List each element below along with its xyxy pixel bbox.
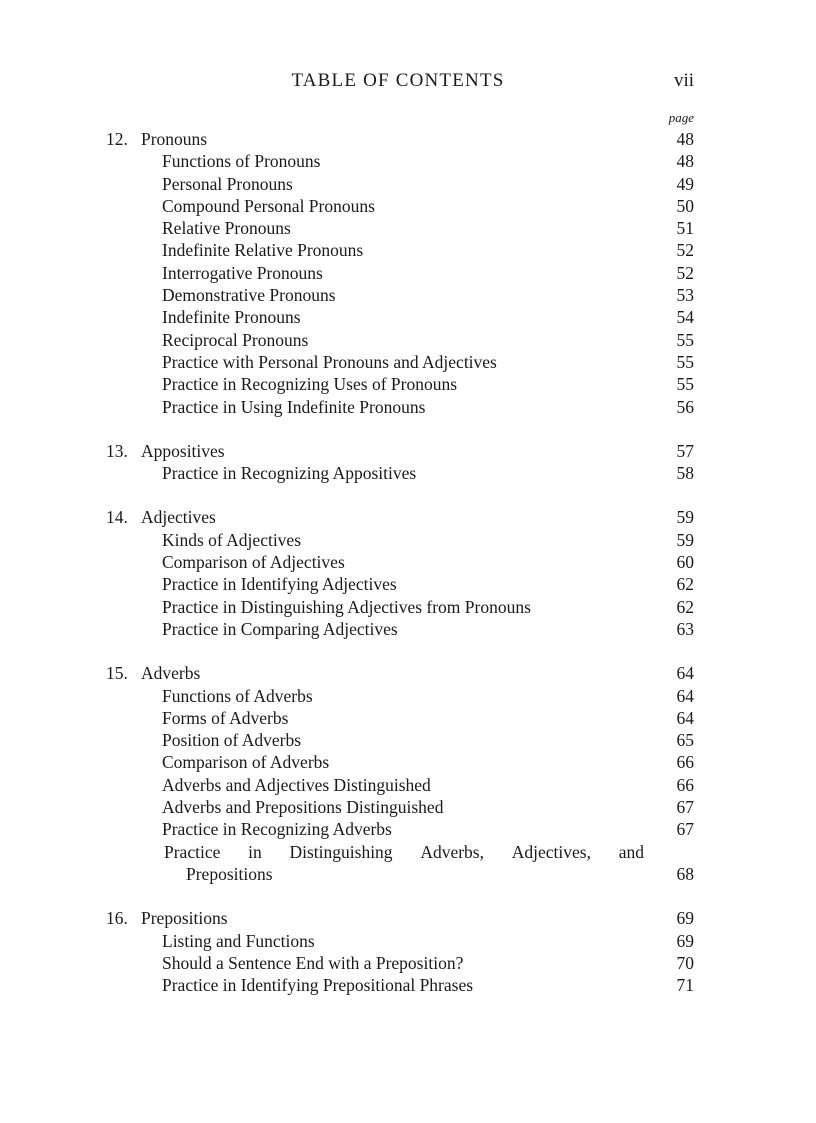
chapter-title: Adverbs xyxy=(141,663,201,684)
entry-word: and xyxy=(618,841,644,862)
toc-chapter-entry[interactable] xyxy=(0,128,816,150)
toc-entry[interactable] xyxy=(0,396,816,418)
page-ref: 67 xyxy=(676,819,694,840)
toc-entry[interactable] xyxy=(0,930,816,952)
entry-label: Functions of Adverbs xyxy=(162,685,313,706)
entry-label: Adverbs and Adjectives Distinguished xyxy=(162,774,431,795)
page-ref: 59 xyxy=(676,529,694,550)
page-number: vii xyxy=(673,70,694,91)
toc-entry[interactable] xyxy=(0,195,816,217)
toc-entry[interactable] xyxy=(0,284,816,306)
entry-label: Position of Adverbs xyxy=(162,730,302,751)
page-ref: 65 xyxy=(676,730,694,751)
toc-entry[interactable] xyxy=(0,551,816,573)
chapter-number: 14. xyxy=(106,507,128,528)
page-header xyxy=(0,70,816,96)
toc-entry[interactable] xyxy=(0,150,816,172)
toc-entry[interactable] xyxy=(0,329,816,351)
entry-label: Comparison of Adjectives xyxy=(162,552,345,573)
entry-label: Compound Personal Pronouns xyxy=(162,195,375,216)
entry-label: Reciprocal Pronouns xyxy=(162,329,309,350)
page-ref: 49 xyxy=(676,173,694,194)
page-ref: 67 xyxy=(676,797,694,818)
page-ref: 55 xyxy=(676,351,694,372)
toc-entry[interactable] xyxy=(0,774,816,796)
page-ref: 64 xyxy=(676,707,694,728)
toc-chapter-entry[interactable] xyxy=(0,907,816,929)
chapter-title: Prepositions xyxy=(141,908,228,929)
page-ref: 52 xyxy=(676,262,694,283)
entry-label: Comparison of Adverbs xyxy=(162,752,330,773)
entry-word: in xyxy=(248,841,262,862)
chapter-title: Pronouns xyxy=(141,129,208,149)
toc-entry[interactable] xyxy=(0,306,816,328)
entry-label: Listing and Functions xyxy=(162,930,315,951)
page-ref: 66 xyxy=(676,774,694,795)
toc-entry[interactable] xyxy=(0,818,816,840)
page-ref: 50 xyxy=(676,195,694,216)
toc-section xyxy=(0,907,816,996)
chapter-number: 16. xyxy=(106,908,128,929)
toc-chapter-entry[interactable] xyxy=(0,506,816,528)
page-ref: 66 xyxy=(676,752,694,773)
chapter-title: Appositives xyxy=(141,440,225,461)
entry-label: Personal Pronouns xyxy=(162,173,293,194)
entry-label: Kinds of Adjectives xyxy=(162,529,302,550)
page-ref: 48 xyxy=(676,129,694,149)
toc-entry[interactable] xyxy=(0,707,816,729)
toc-section xyxy=(0,662,816,885)
entry-label: Practice in Recognizing Uses of Pronouns xyxy=(162,374,458,395)
toc-entry[interactable] xyxy=(0,173,816,195)
wrapped-entry-text xyxy=(164,841,644,863)
entry-label: Functions of Pronouns xyxy=(162,151,321,172)
toc-section xyxy=(0,506,816,640)
toc-entry[interactable] xyxy=(0,796,816,818)
toc-entry-wrapped-line1[interactable] xyxy=(0,841,816,863)
toc-entry[interactable] xyxy=(0,239,816,261)
entry-label: Interrogative Pronouns xyxy=(162,262,323,283)
entry-label: Forms of Adverbs xyxy=(162,707,289,728)
toc-entry[interactable] xyxy=(0,685,816,707)
chapter-title: Adjectives xyxy=(141,507,216,528)
toc-entry[interactable] xyxy=(0,751,816,773)
toc-entry[interactable] xyxy=(0,529,816,551)
page-ref: 62 xyxy=(676,596,694,617)
page-ref: 51 xyxy=(676,218,694,239)
toc-section xyxy=(0,128,816,418)
toc-section xyxy=(0,440,816,485)
toc-entry[interactable] xyxy=(0,729,816,751)
entry-label: Practice in Distinguishing Adjectives from Pronouns xyxy=(162,596,531,617)
toc-chapter-entry[interactable] xyxy=(0,662,816,684)
page-ref: 60 xyxy=(676,552,694,573)
toc-entry-wrapped-line2[interactable] xyxy=(0,863,816,885)
entry-label: Indefinite Pronouns xyxy=(162,307,301,328)
chapter-number: 12. xyxy=(106,129,128,149)
entry-word: Adverbs, xyxy=(420,841,484,862)
toc-entry[interactable] xyxy=(0,596,816,618)
page-ref: 54 xyxy=(676,307,694,328)
entry-label: Practice in Using Indefinite Pronouns xyxy=(162,396,426,417)
entry-word: Adjectives, xyxy=(511,841,591,862)
toc-entry[interactable] xyxy=(0,373,816,395)
page-ref: 64 xyxy=(676,685,694,706)
page-ref: 70 xyxy=(676,952,694,973)
entry-label: Practice in Identifying Prepositional Phrases xyxy=(162,975,474,996)
entry-label: Should a Sentence End with a Preposition? xyxy=(162,952,464,973)
toc-entry[interactable] xyxy=(0,262,816,284)
page-ref: 63 xyxy=(676,618,694,639)
entry-word: Distinguishing xyxy=(289,841,393,862)
page-ref: 58 xyxy=(676,463,694,484)
toc-entry[interactable] xyxy=(0,974,816,996)
page-ref: 48 xyxy=(676,151,694,172)
entry-label: Practice in Comparing Adjectives xyxy=(162,618,398,639)
page-ref: 56 xyxy=(676,396,694,417)
entry-word: Practice xyxy=(164,841,221,862)
entry-label: Practice in Identifying Adjectives xyxy=(162,574,397,595)
toc-entry[interactable] xyxy=(0,351,816,373)
page-ref: 53 xyxy=(676,285,694,306)
page-ref: 69 xyxy=(676,930,694,951)
toc-chapter-entry[interactable] xyxy=(0,440,816,462)
entry-label: Adverbs and Prepositions Distinguished xyxy=(162,797,444,818)
toc-entry[interactable] xyxy=(0,217,816,239)
page-ref: 62 xyxy=(676,574,694,595)
entry-label: Practice in Recognizing Adverbs xyxy=(162,819,392,840)
chapter-number: 15. xyxy=(106,663,128,684)
page-title: TABLE OF CONTENTS xyxy=(291,70,505,91)
page-ref: 69 xyxy=(676,908,694,929)
entry-label: Prepositions xyxy=(186,863,273,884)
toc-entry[interactable] xyxy=(0,462,816,484)
toc-entry[interactable] xyxy=(0,952,816,974)
page-ref: 64 xyxy=(676,663,694,684)
entry-label: Practice with Personal Pronouns and Adjectives xyxy=(162,351,497,372)
toc-entry[interactable] xyxy=(0,573,816,595)
chapter-number: 13. xyxy=(106,440,128,461)
page-ref: 59 xyxy=(676,507,694,528)
page-ref: 55 xyxy=(676,374,694,395)
page-ref: 57 xyxy=(676,440,694,461)
page-ref: 68 xyxy=(676,863,694,884)
page-ref: 71 xyxy=(676,975,694,996)
page-column-label: page xyxy=(668,110,694,125)
table-of-contents xyxy=(0,128,816,1018)
entry-label: Indefinite Relative Pronouns xyxy=(162,240,364,261)
entry-label: Demonstrative Pronouns xyxy=(162,285,336,306)
entry-label: Relative Pronouns xyxy=(162,218,291,239)
page-ref: 55 xyxy=(676,329,694,350)
page-ref: 52 xyxy=(676,240,694,261)
toc-entry[interactable] xyxy=(0,618,816,640)
entry-label: Practice in Recognizing Appositives xyxy=(162,463,417,484)
